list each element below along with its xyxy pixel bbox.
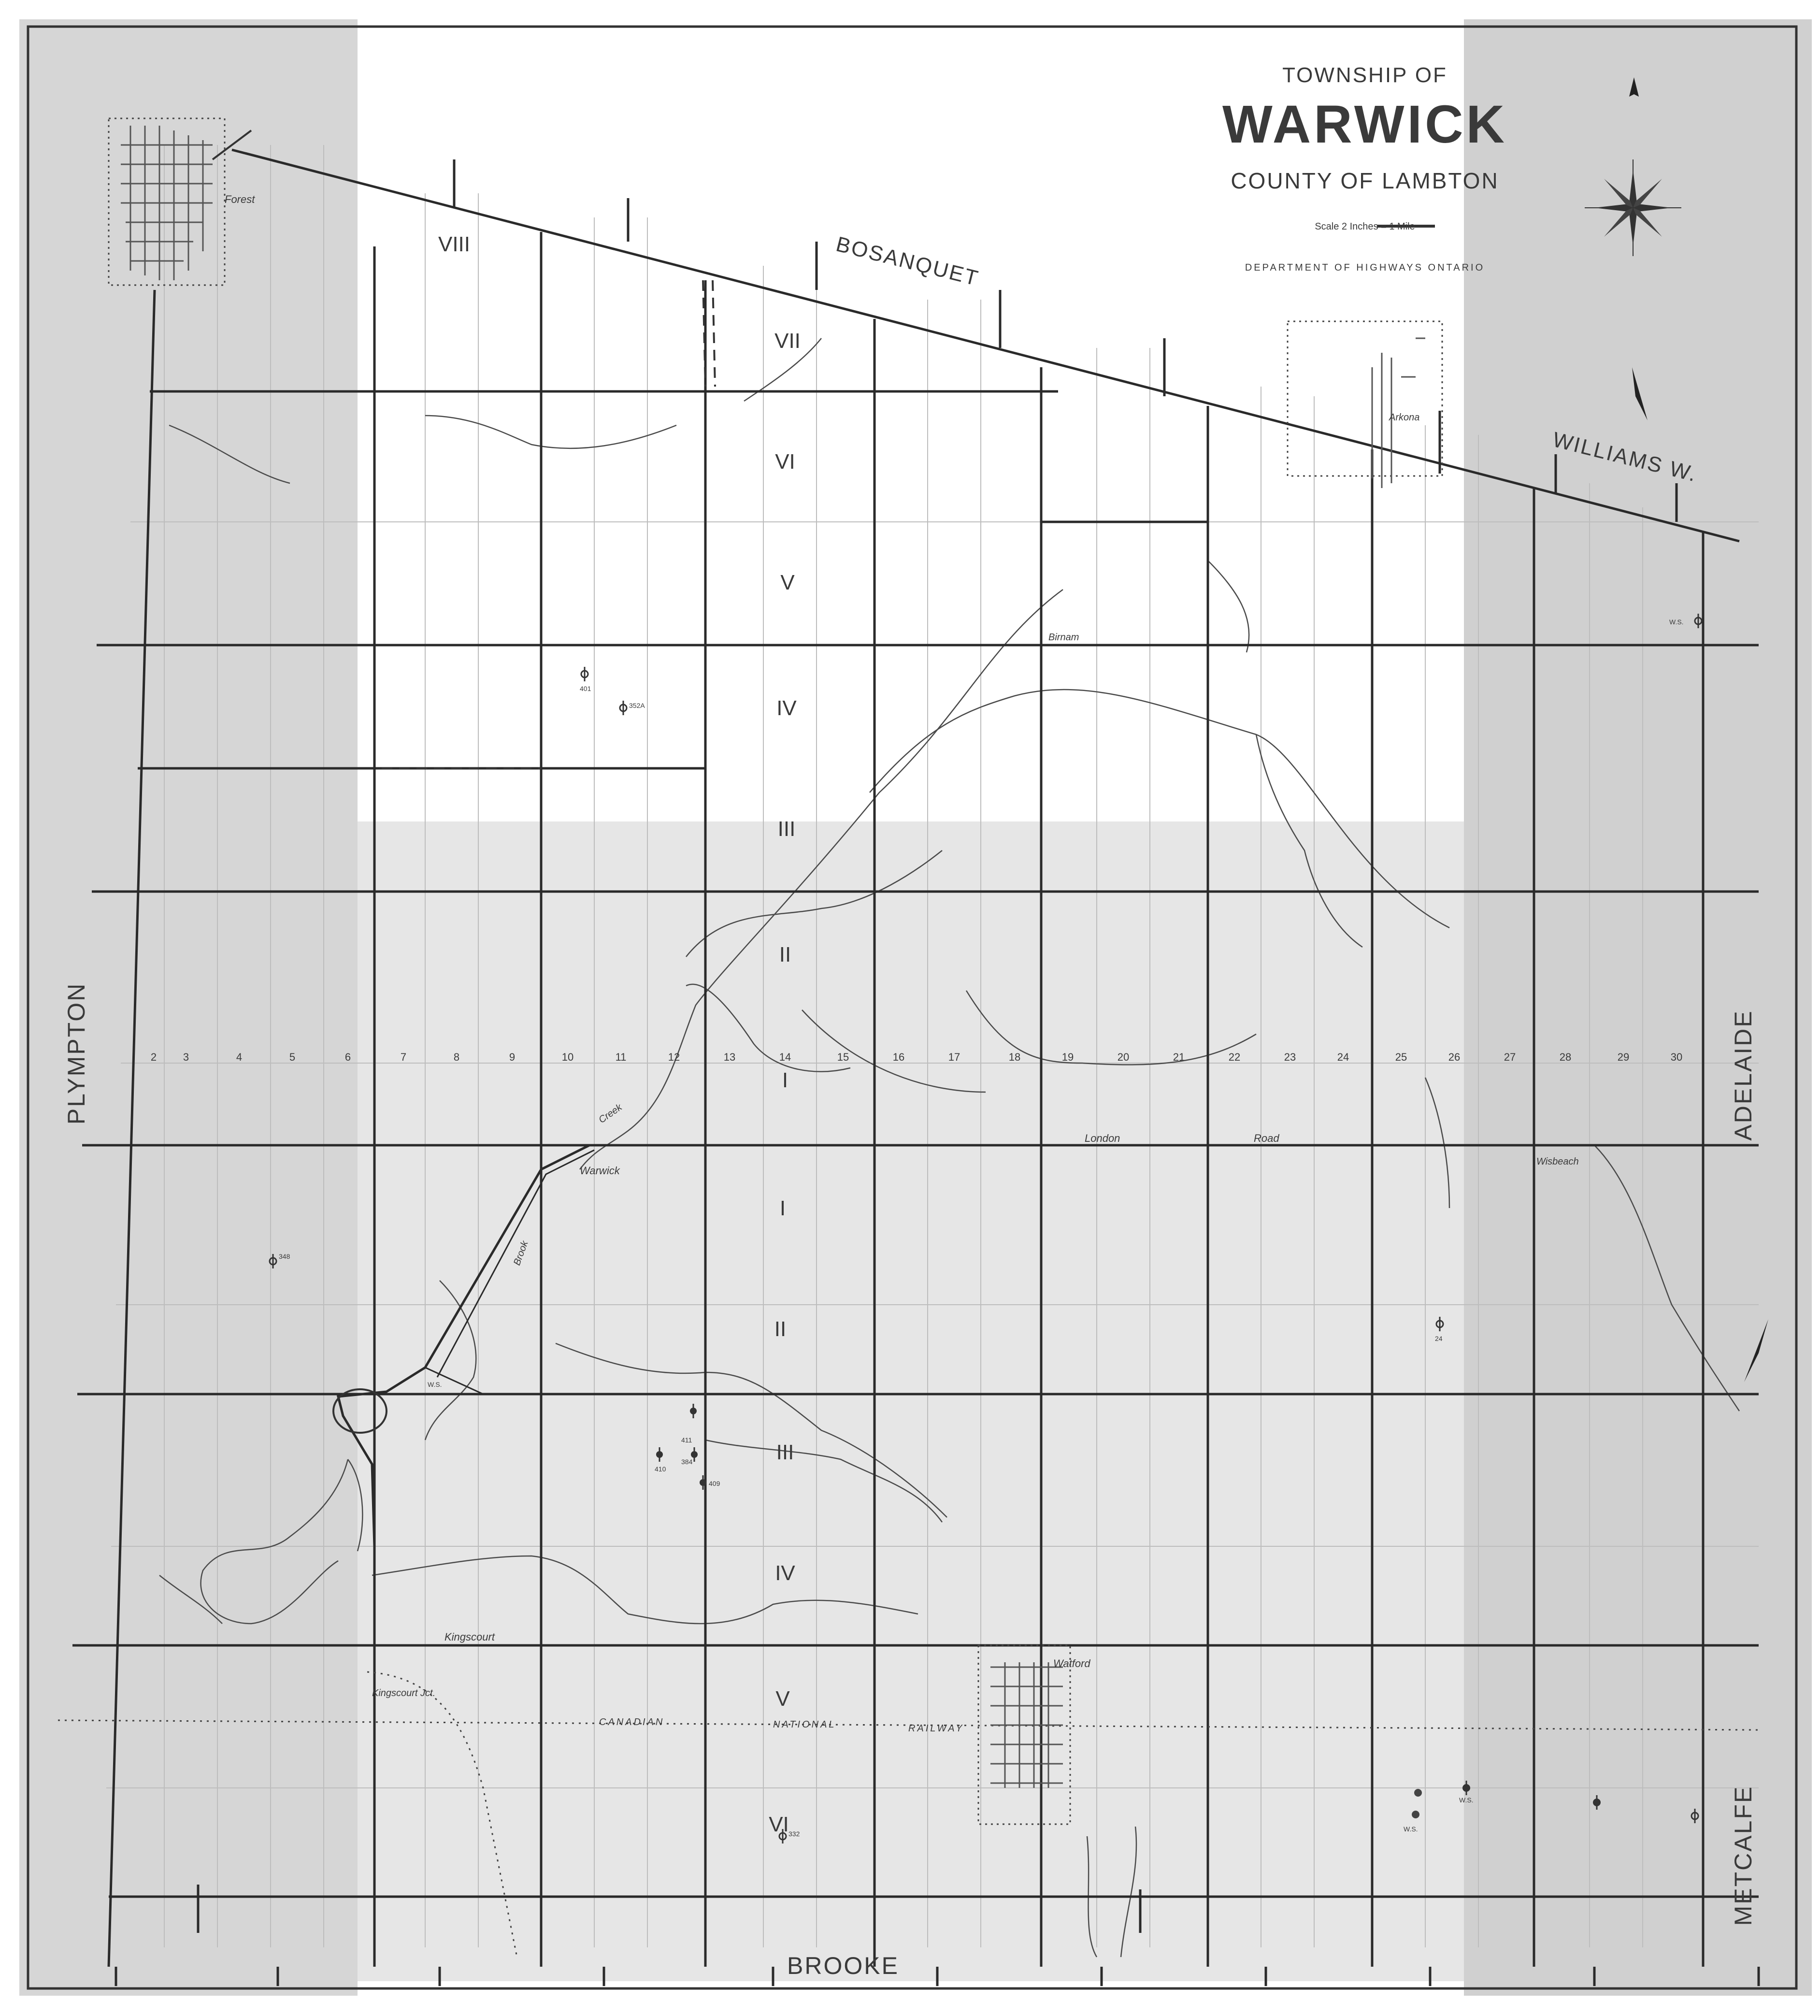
lot-number: 3 bbox=[183, 1051, 189, 1063]
label-bosanquet: BOSANQUET bbox=[833, 232, 982, 291]
concession-label: IV bbox=[776, 696, 797, 720]
lot-number: 11 bbox=[615, 1051, 627, 1063]
lot-number: 19 bbox=[1061, 1051, 1074, 1063]
well-label: 348 bbox=[279, 1253, 290, 1260]
concession-label: I bbox=[782, 1068, 788, 1092]
well-label: W.S. bbox=[1404, 1825, 1418, 1833]
label-creek: Creek bbox=[597, 1102, 624, 1126]
title-warwick: WARWICK bbox=[1222, 95, 1507, 154]
lot-number: 30 bbox=[1670, 1051, 1683, 1063]
well-label: W.S. bbox=[1669, 618, 1684, 626]
lot-number: 21 bbox=[1173, 1051, 1185, 1063]
lot-number: 12 bbox=[668, 1051, 680, 1063]
label-london-road-1: London bbox=[1085, 1132, 1120, 1144]
lot-number: 28 bbox=[1559, 1051, 1572, 1063]
label-railway: RAILWAY bbox=[908, 1723, 964, 1734]
lot-number: 7 bbox=[400, 1051, 407, 1063]
place-wisbeach: Wisbeach bbox=[1536, 1156, 1579, 1167]
concession-label: II bbox=[774, 1317, 787, 1341]
concession-label: I bbox=[779, 1196, 786, 1220]
place-forest: Forest bbox=[225, 193, 255, 205]
label-canadian: CANADIAN bbox=[599, 1717, 665, 1728]
label-brooke: BROOKE bbox=[787, 1952, 899, 1979]
lot-number: 4 bbox=[236, 1051, 243, 1063]
concession-label: VI bbox=[775, 450, 795, 474]
title-county: COUNTY OF LAMBTON bbox=[1231, 168, 1499, 193]
place-warwick: Warwick bbox=[580, 1165, 620, 1177]
well-label: 384 bbox=[681, 1458, 693, 1466]
concession-label: III bbox=[776, 1440, 794, 1464]
well-label: 401 bbox=[580, 685, 591, 692]
title-township-of: TOWNSHIP OF bbox=[1282, 63, 1447, 87]
paper-wash-right bbox=[1464, 19, 1812, 1996]
well-icon bbox=[1412, 1811, 1419, 1818]
lot-number: 22 bbox=[1228, 1051, 1241, 1063]
concession-label: V bbox=[775, 1687, 790, 1711]
well-label: W.S. bbox=[1459, 1796, 1474, 1804]
concession-label: VIII bbox=[438, 232, 471, 256]
lot-number: 9 bbox=[509, 1051, 516, 1063]
lot-number: 16 bbox=[892, 1051, 905, 1063]
well-icon bbox=[1414, 1789, 1422, 1797]
lot-number: 13 bbox=[723, 1051, 736, 1063]
concession-label: IV bbox=[775, 1561, 795, 1585]
label-national: NATIONAL bbox=[773, 1719, 836, 1730]
concession-label: VI bbox=[769, 1813, 789, 1836]
label-brook: Brook bbox=[512, 1239, 530, 1267]
place-arkona: Arkona bbox=[1389, 412, 1420, 423]
well-label: 410 bbox=[655, 1465, 666, 1473]
publisher-note: DEPARTMENT OF HIGHWAYS ONTARIO bbox=[1245, 262, 1485, 273]
well-label: 332 bbox=[788, 1830, 800, 1838]
well-label: 409 bbox=[709, 1480, 720, 1487]
well-label: 352A bbox=[629, 702, 645, 709]
label-london-road-2: Road bbox=[1254, 1132, 1279, 1144]
place-birnam: Birnam bbox=[1048, 632, 1079, 643]
label-kingscourt-jct: Kingscourt Jct. bbox=[372, 1688, 436, 1699]
lot-number: 15 bbox=[837, 1051, 849, 1063]
lot-number: 23 bbox=[1284, 1051, 1296, 1063]
place-kingscourt: Kingscourt bbox=[444, 1631, 495, 1643]
concession-label: V bbox=[780, 571, 795, 594]
label-williams-w: WILLIAMS W. bbox=[1550, 428, 1700, 487]
well-label: 24 bbox=[1435, 1335, 1443, 1342]
well-label: W.S. bbox=[428, 1381, 442, 1388]
lot-number: 17 bbox=[948, 1051, 960, 1063]
label-adelaide: ADELAIDE bbox=[1730, 1009, 1757, 1141]
lot-number: 14 bbox=[779, 1051, 791, 1063]
lot-number: 18 bbox=[1008, 1051, 1021, 1063]
scale-note: Scale 2 Inches = 1 Mile bbox=[1315, 221, 1415, 232]
lot-number: 6 bbox=[344, 1051, 351, 1063]
lot-number: 20 bbox=[1117, 1051, 1130, 1063]
lot-number: 29 bbox=[1617, 1051, 1630, 1063]
lot-number: 27 bbox=[1504, 1051, 1516, 1063]
lot-number: 2 bbox=[150, 1051, 157, 1063]
lot-number: 24 bbox=[1337, 1051, 1349, 1063]
concession-label: III bbox=[777, 817, 796, 841]
paper-wash-middle bbox=[358, 821, 1464, 1981]
lot-number: 10 bbox=[561, 1051, 574, 1063]
lot-number: 8 bbox=[453, 1051, 460, 1063]
label-plympton: PLYMPTON bbox=[63, 982, 90, 1125]
well-label: 411 bbox=[681, 1436, 692, 1444]
concession-label: VII bbox=[774, 329, 801, 353]
lot-number: 25 bbox=[1395, 1051, 1407, 1063]
lot-number: 26 bbox=[1448, 1051, 1461, 1063]
label-metcalfe: METCALFE bbox=[1730, 1785, 1757, 1926]
lot-number: 5 bbox=[289, 1051, 296, 1063]
concession-label: II bbox=[779, 943, 791, 966]
place-watford: Watford bbox=[1053, 1657, 1090, 1670]
